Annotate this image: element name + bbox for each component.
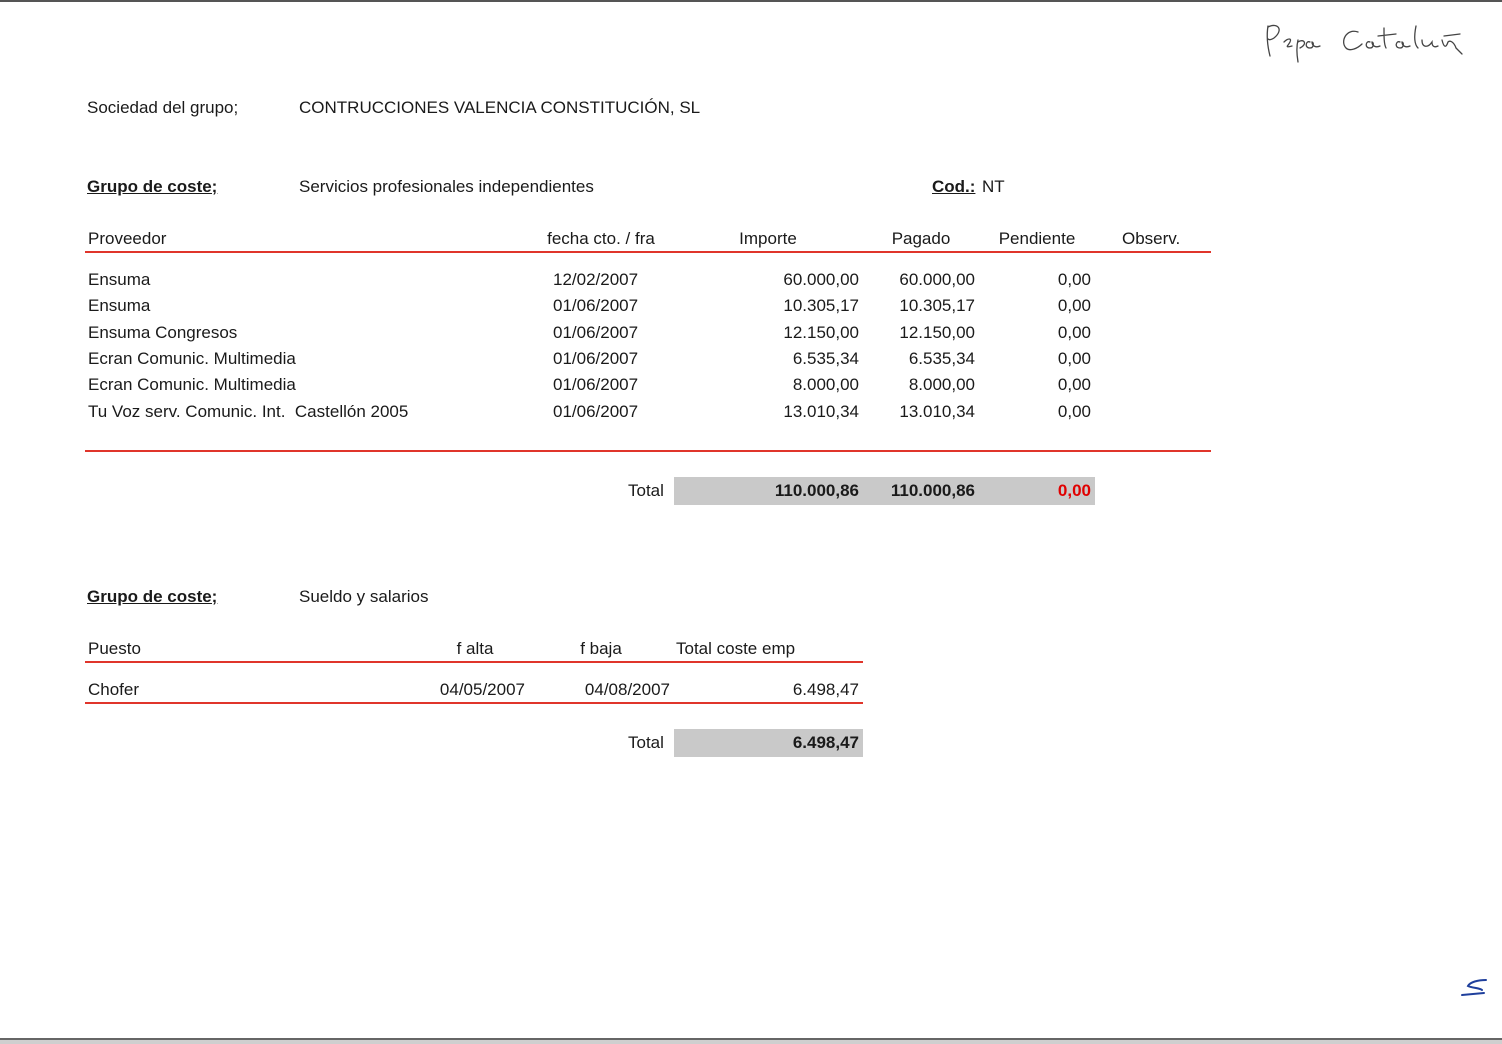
total-pending: 0,00 <box>1057 481 1091 500</box>
cell-paid: 10.305,17 <box>899 296 975 315</box>
cell-provider: Ecran Comunic. Multimedia <box>88 349 296 368</box>
cost-group-value-2: Sueldo y salarios <box>299 587 429 606</box>
cell-paid: 13.010,34 <box>899 402 975 421</box>
column-header-amount: Importe <box>739 229 797 248</box>
cell-amount: 10.305,17 <box>783 296 859 315</box>
total-paid: 110.000,86 <box>890 481 975 500</box>
company-name: CONTRUCCIONES VALENCIA CONSTITUCIÓN, SL <box>299 98 701 117</box>
cell-provider: Ensuma <box>88 270 151 289</box>
cell-date: 12/02/2007 <box>553 270 639 289</box>
cell-pending: 0,00 <box>1057 349 1091 368</box>
column-header-date: fecha cto. / fra <box>547 229 655 248</box>
cost-group-label-2: Grupo de coste; <box>87 587 218 606</box>
column-header-start: f alta <box>456 639 494 658</box>
company-label: Sociedad del grupo; <box>87 98 239 117</box>
handwritten-signature <box>1262 18 1472 68</box>
cell-pending: 0,00 <box>1057 402 1091 421</box>
cell-amount: 60.000,00 <box>783 270 859 289</box>
cell-date: 01/06/2007 <box>553 323 639 342</box>
cell-amount: 6.535,34 <box>792 349 859 368</box>
page-bottom-edge <box>0 1038 1502 1044</box>
code-label: Cod.: <box>932 177 976 196</box>
table-bottom-rule <box>85 450 1211 452</box>
header-rule <box>85 251 1211 253</box>
cell-date: 01/06/2007 <box>553 402 639 421</box>
cell-amount: 12.150,00 <box>783 323 859 342</box>
total-label: Total <box>628 481 664 500</box>
cost-group-label: Grupo de coste; <box>87 177 218 196</box>
column-header-provider: Proveedor <box>88 229 167 248</box>
table-bottom-rule-2 <box>85 702 863 704</box>
cell-provider: Ensuma Congresos <box>88 323 238 342</box>
cell-provider: Tu Voz serv. Comunic. Int. Castellón 2005 <box>88 402 409 421</box>
total-cost: 6.498,47 <box>792 733 859 752</box>
cost-group-value: Servicios profesionales independientes <box>299 177 594 196</box>
header-rule-2 <box>85 661 863 663</box>
total-amount: 110.000,86 <box>774 481 859 500</box>
column-header-cost: Total coste emp <box>676 639 796 658</box>
cell-date: 01/06/2007 <box>553 349 639 368</box>
cell-date: 01/06/2007 <box>553 375 639 394</box>
cell-pending: 0,00 <box>1057 270 1091 289</box>
cell-paid: 8.000,00 <box>908 375 975 394</box>
code-value: NT <box>982 177 1005 196</box>
cell-pending: 0,00 <box>1057 375 1091 394</box>
total-label-2: Total <box>628 733 664 752</box>
cell-date: 01/06/2007 <box>553 296 639 315</box>
column-header-notes: Observ. <box>1122 229 1181 248</box>
column-header-paid: Pagado <box>891 229 951 248</box>
cell-provider: Ensuma <box>88 296 151 315</box>
cell-amount: 8.000,00 <box>792 375 859 394</box>
cell-paid: 6.535,34 <box>908 349 975 368</box>
cell-cost: 6.498,47 <box>792 680 859 699</box>
cell-pending: 0,00 <box>1057 296 1091 315</box>
cell-position: Chofer <box>88 680 140 699</box>
cell-provider: Ecran Comunic. Multimedia <box>88 375 296 394</box>
cell-end: 04/08/2007 <box>584 680 670 699</box>
cell-paid: 60.000,00 <box>899 270 975 289</box>
handwritten-page-mark <box>1458 976 1492 1000</box>
cell-pending: 0,00 <box>1057 323 1091 342</box>
cell-paid: 12.150,00 <box>899 323 975 342</box>
column-header-end: f baja <box>580 639 622 658</box>
column-header-position: Puesto <box>88 639 141 658</box>
cell-amount: 13.010,34 <box>783 402 859 421</box>
page-top-edge <box>0 0 1502 2</box>
column-header-pending: Pendiente <box>998 229 1076 248</box>
cell-start: 04/05/2007 <box>439 680 525 699</box>
